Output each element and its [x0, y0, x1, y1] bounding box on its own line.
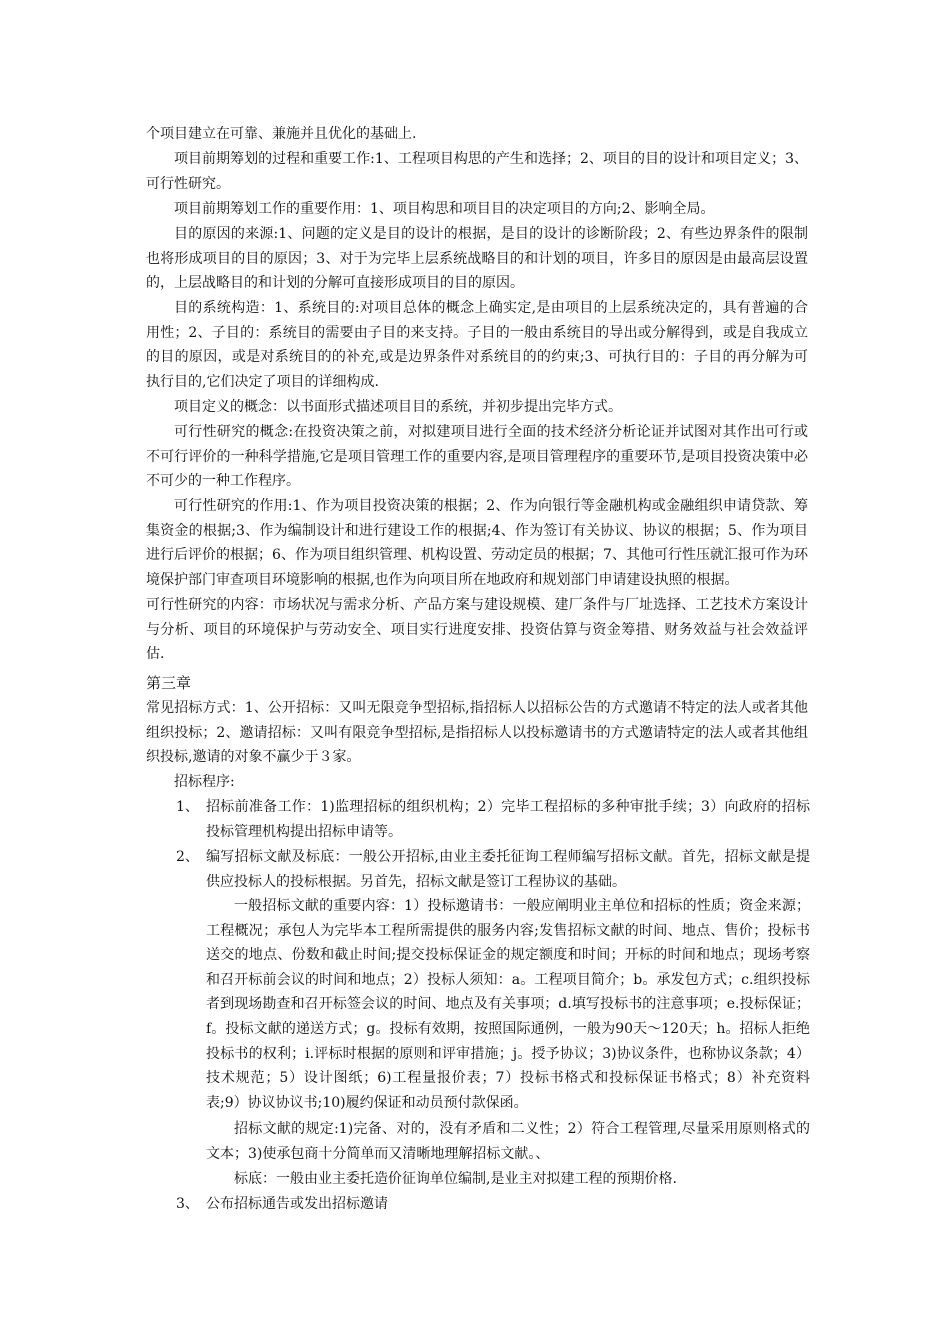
paragraph: 标底：一般由业主委托造价征询单位编制,是业主对拟建工程的预期价格. [234, 1171, 677, 1187]
list-item: 招标前准备工作：1)监理招标的组织机构；2）完毕工程招标的多种审批手续；3）向政府的招标投标管理机构提出招标申请等。 [206, 799, 810, 840]
paragraph: 目的原因的来源:1、问题的定义是目的设计的根据，是目的设计的诊断阶段；2、有些边界条件的限制也将形成项目的目的原因；3、对于为完毕上层系统战略目的和计划的项目，许多目的原因是由最高层设置的，上层战略目的和计划的分解可直接形成项目的目的原因。 [146, 226, 808, 292]
paragraph: 一般招标文献的重要内容：1）投标邀请书：一般应阐明业主单位和招标的性质；资金来源；工程概况；承包人为完毕本工程所需提供的服务内容;发售招标文献的时间、地点、售价；投标书送交的地点、份数和截止时间;提交投标保证金的规定额度和时间；开标的时间和地点；现场考察和召开标前会议的时间和地点；2）投标人须知：a。工程项目简介；b。承发包方式；c.组织投标者到现场勘查和召开标签会议的时间、地点及有关事项；d.填写投标书的注意事项；e.投标保证；f。投标文献的递送方式；g。投标有效期，按照国际通例，一般为90天～120天；h。招标人拒绝投标书的权利；i.评标时根据的原则和评审措施；j。授予协议；3)协议条件，也称协议条款；4）技术规范；5）设计图纸；6)工程量报价表；7）投标书格式和投标保证书格式；8）补充资料表;9）协议协议书;10)履约保证和动员预付款保函。 [206, 898, 810, 1111]
paragraph: 项目定义的概念：以书面形式描述项目目的系统，并初步提出完毕方式。 [174, 399, 622, 415]
paragraph: 个项目建立在可靠、兼施并且优化的基础上. [146, 126, 417, 142]
list-item: 公布招标通告或发出招标邀请 [206, 1196, 388, 1212]
paragraph: 常见招标方式：1、公开招标：又叫无限竞争型招标,指招标人以招标公告的方式邀请不特定的法人或者其他组织投标；2、邀请招标：又叫有限竞争型招标,是指招标人以投标邀请书的方式邀请特定的法人或者其他组织投标,邀请的对象不赢少于３家。 [146, 700, 808, 766]
list-number: 2、 [176, 849, 199, 865]
paragraph: 项目前期筹划的过程和重要工作:1、工程项目构思的产生和选择；2、项目的目的设计和项目定义；3、可行性研究。 [146, 151, 808, 192]
paragraph: 招标程序: [174, 774, 235, 790]
paragraph: 可行性研究的内容：市场状况与需求分析、产品方案与建设规模、建厂条件与厂址选择、工艺技术方案设计与分析、项目的环境保护与劳动安全、项目实行进度安排、投资估算与资金筹措、财务效益与社会效益评估. [146, 597, 808, 663]
paragraph: 可行性研究的作用:1、作为项目投资决策的根据；2、作为向银行等金融机构或金融组织申请贷款、筹集资金的根据;3、作为编制设计和进行建设工作的根据;4、作为签订有关协议、协议的根据；5、作为项目进行后评价的根据；6、作为项目组织管理、机构设置、劳动定员的根据；7、其他可行性压就汇报可作为环境保护部门审查项目环境影响的根据,也作为向项目所在地政府和规划部门申请建设执照的根据。 [146, 498, 808, 588]
chapter-heading: 第三章 [146, 674, 192, 692]
list-item: 编写招标文献及标底：一般公开招标,由业主委托征询工程师编写招标文献。首先，招标文献是提供应投标人的投标根据。另首先，招标文献是签订工程协议的基础。 [206, 849, 810, 890]
list-number: 1、 [176, 799, 199, 815]
paragraph: 可行性研究的概念:在投资决策之前，对拟建项目进行全面的技术经济分析论证并试图对其作出可行或不可行评价的一种科学措施,它是项目管理工作的重要内容,是项目管理程序的重要环节,是项目投资决策中必不可少的一种工作程序。 [146, 424, 808, 490]
paragraph: 目的系统构造：1、系统目的:对项目总体的概念上确实定,是由项目的上层系统决定的，具有普遍的合用性；2、子目的：系统目的需要由子目的来支持。子目的一般由系统目的导出或分解得到，或是自我成立的目的原因，或是对系统目的的补充,或是边界条件对系统目的的约束;3、可执行目的：子目的再分解为可执行目的,它们决定了项目的详细构成. [146, 300, 808, 390]
paragraph: 招标文献的规定:1)完备、对的，没有矛盾和二义性；2）符合工程管理,尽量采用原则格式的文本；3)使承包商十分简单而又清晰地理解招标文献。、 [206, 1121, 810, 1162]
list-number: 3、 [176, 1196, 199, 1212]
paragraph: 项目前期筹划工作的重要作用：1、项目构思和项目目的决定项目的方向;2、影响全局。 [174, 201, 715, 217]
